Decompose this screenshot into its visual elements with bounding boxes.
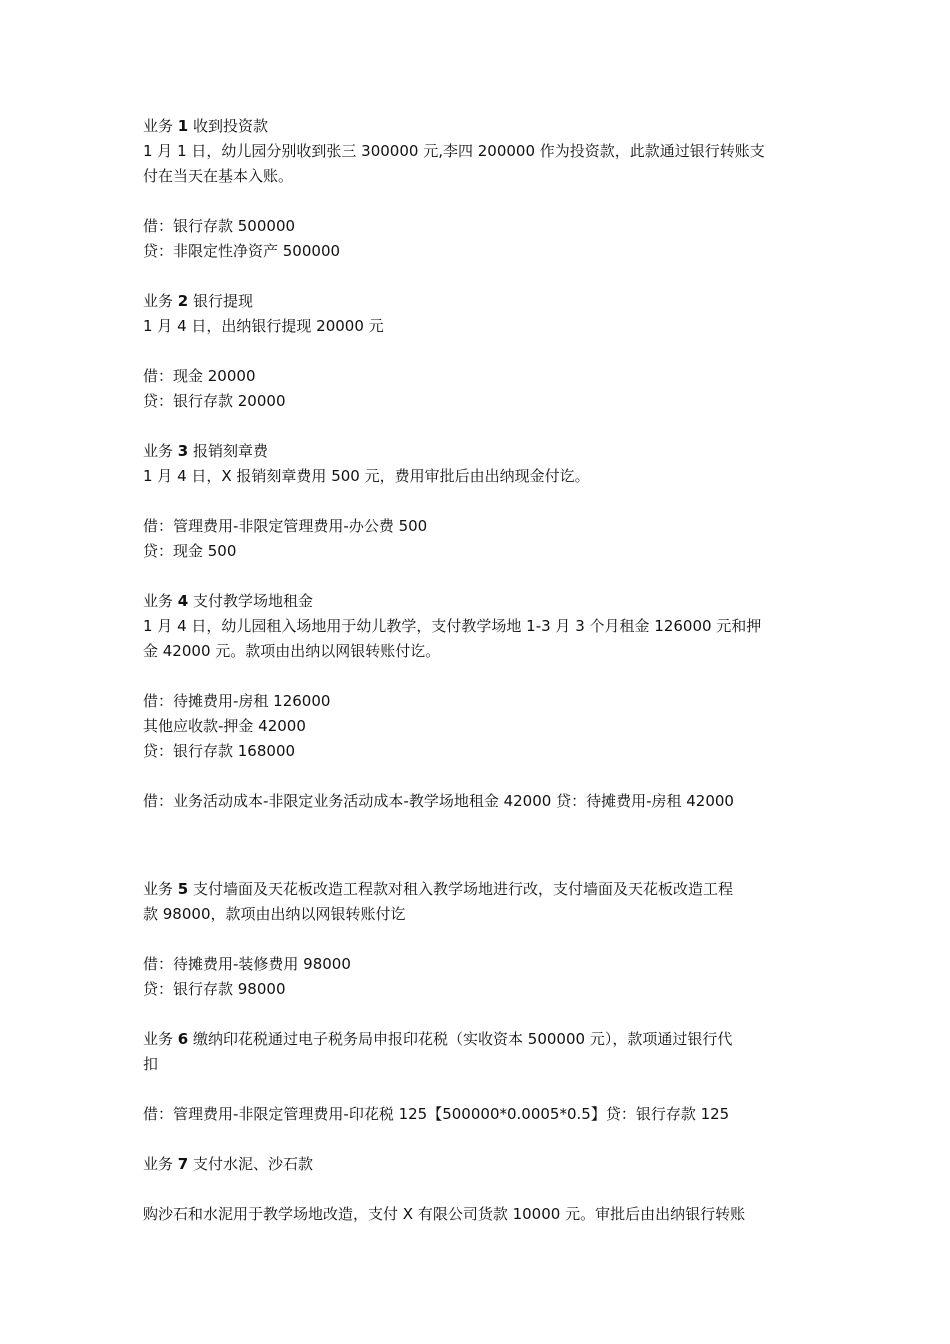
heading-prefix: 业务 [143, 442, 174, 460]
text-line: 款 98000，款项由出纳以网银转账付讫 [143, 905, 406, 923]
business-heading-4 [143, 589, 950, 614]
text-line: 借：管理费用-非限定管理费用-印花税 125【500000*0.0005*0.5】贷：银行存款 125 [143, 1105, 730, 1123]
text-line: 借：银行存款 500000 [143, 217, 296, 235]
heading-prefix: 业务 [143, 292, 174, 310]
heading-number: 7 [177, 1155, 189, 1173]
paragraph-gap [143, 414, 950, 439]
paragraph-gap [143, 189, 950, 214]
text-line: 借：管理费用-非限定管理费用-办公费 500 [143, 517, 428, 535]
paragraph-gap [143, 764, 950, 789]
text-line: 借：待摊费用-装修费用 98000 [143, 955, 351, 973]
heading-number: 3 [177, 442, 189, 460]
text-line: 1 月 1 日，幼儿园分别收到张三 300000 元,李四 200000 作为投资款，此款通过银行转账支 [143, 142, 765, 160]
text-line: 1 月 4 日，出纳银行提现 20000 元 [143, 317, 384, 335]
text-line: 贷：银行存款 98000 [143, 980, 286, 998]
business-heading-6 [143, 1027, 950, 1052]
paragraph-gap [143, 564, 950, 589]
text-line: 借：待摊费用-房租 126000 [143, 692, 331, 710]
business-heading-7 [143, 1152, 950, 1177]
heading-prefix: 业务 [143, 880, 174, 898]
paragraph-gap [143, 1177, 950, 1202]
text-line: 贷：银行存款 168000 [143, 742, 296, 760]
heading-number: 6 [177, 1030, 189, 1048]
text-line: 借：业务活动成本-非限定业务活动成本-教学场地租金 42000 贷：待摊费用-房租 42000 [143, 792, 734, 810]
text-line: 金 42000 元。款项由出纳以网银转账付讫。 [143, 642, 441, 660]
paragraph-gap [143, 1077, 950, 1102]
heading-prefix: 业务 [143, 1030, 174, 1048]
text-line: 借：现金 20000 [143, 367, 256, 385]
heading-number: 5 [177, 880, 189, 898]
paragraph-gap [143, 664, 950, 689]
heading-prefix: 业务 [143, 117, 174, 135]
heading-text: 银行提现 [193, 292, 254, 310]
heading-text: 支付教学场地租金 [193, 592, 314, 610]
paragraph-gap [143, 927, 950, 952]
heading-number: 4 [177, 592, 189, 610]
business-heading-5 [143, 877, 950, 902]
business-heading-2 [143, 289, 950, 314]
text-line: 贷：现金 500 [143, 542, 237, 560]
heading-prefix: 业务 [143, 592, 174, 610]
text-line: 其他应收款-押金 42000 [143, 717, 306, 735]
business-heading-3 [143, 439, 950, 464]
heading-number: 1 [177, 117, 189, 135]
paragraph-gap [143, 489, 950, 514]
business-heading-1 [143, 114, 950, 139]
paragraph-gap [143, 264, 950, 289]
paragraph-gap [143, 1127, 950, 1152]
text-line: 贷：非限定性净资产 500000 [143, 242, 341, 260]
heading-text: 支付墙面及天花板改造工程款对租入教学场地进行改，支付墙面及天花板改造工程 [193, 880, 734, 898]
text-line: 1 月 4 日，X 报销刻章费用 500 元，费用审批后由出纳现金付讫。 [143, 467, 590, 485]
text-line: 付在当天在基本入账。 [143, 167, 294, 185]
heading-text: 收到投资款 [193, 117, 269, 135]
heading-text: 支付水泥、沙石款 [193, 1155, 314, 1173]
paragraph-gap [143, 339, 950, 364]
paragraph-gap [143, 1002, 950, 1027]
text-line: 购沙石和水泥用于教学场地改造，支付 X 有限公司货款 10000 元。审批后由出纳银行转账 [143, 1205, 746, 1223]
text-line: 1 月 4 日，幼儿园租入场地用于幼儿教学，支付教学场地 1-3 月 3 个月租金 126000 元和押 [143, 617, 762, 635]
heading-text: 报销刻章费 [193, 442, 269, 460]
text-line: 贷：银行存款 20000 [143, 392, 286, 410]
heading-prefix: 业务 [143, 1155, 174, 1173]
heading-text: 缴纳印花税通过电子税务局申报印花税（实收资本 500000 元），款项通过银行代 [193, 1030, 733, 1048]
heading-number: 2 [177, 292, 189, 310]
paragraph-gap [143, 814, 950, 852]
paragraph-gap [143, 852, 950, 877]
text-line: 扣 [143, 1055, 159, 1073]
